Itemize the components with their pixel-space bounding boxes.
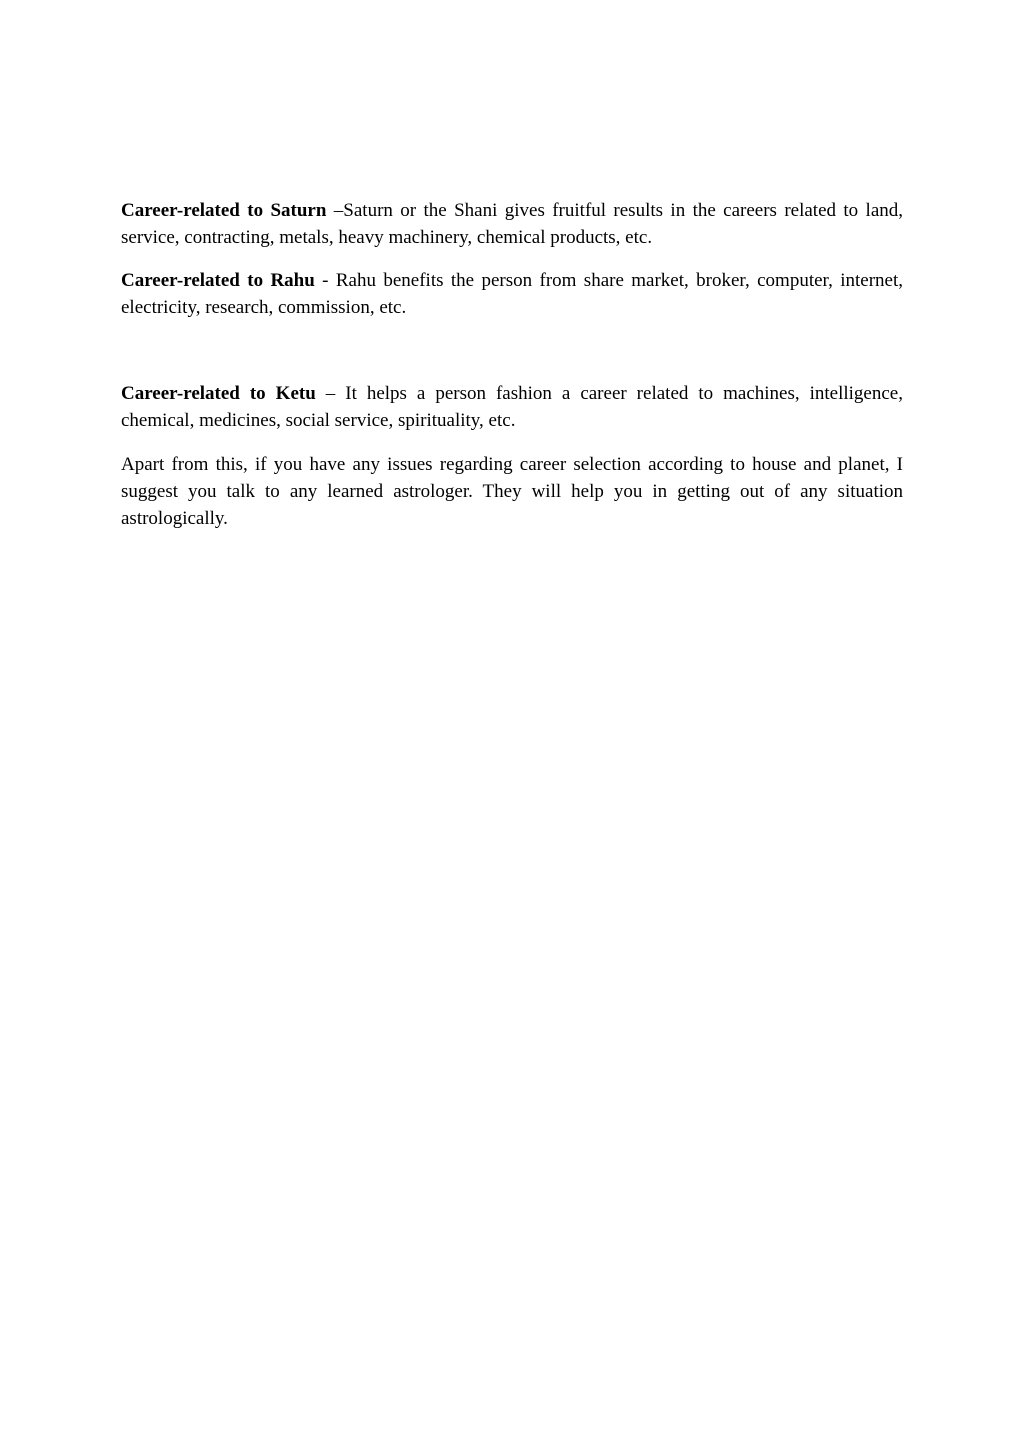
paragraph-heading: Career-related to Saturn xyxy=(121,200,327,221)
paragraph-text: Apart from this, if you have any issues regarding career selection according to house and planet, I suggest you talk to any learned astrologer. They will help you in getting out of any situation astrologically. xyxy=(121,454,903,529)
paragraph-text: – It helps a person fashion a career related to machines, intelligence, chemical, medicines, social service, spirituality, etc. xyxy=(121,383,903,431)
paragraph-closing-advice xyxy=(121,451,903,532)
paragraph-heading: Career-related to Ketu xyxy=(121,383,316,404)
paragraph-heading: Career-related to Rahu xyxy=(121,270,315,291)
paragraph-saturn-career xyxy=(121,197,903,251)
document-body xyxy=(121,197,903,532)
paragraph-rahu-career xyxy=(121,267,903,321)
paragraph-text: –Saturn or the Shani gives fruitful results in the careers related to land, service, contracting, metals, heavy machinery, chemical products, etc. xyxy=(121,200,904,248)
paragraph-text: - Rahu benefits the person from share market, broker, computer, internet, electricity, research, commission, etc. xyxy=(121,270,903,318)
paragraph-ketu-career xyxy=(121,380,903,434)
